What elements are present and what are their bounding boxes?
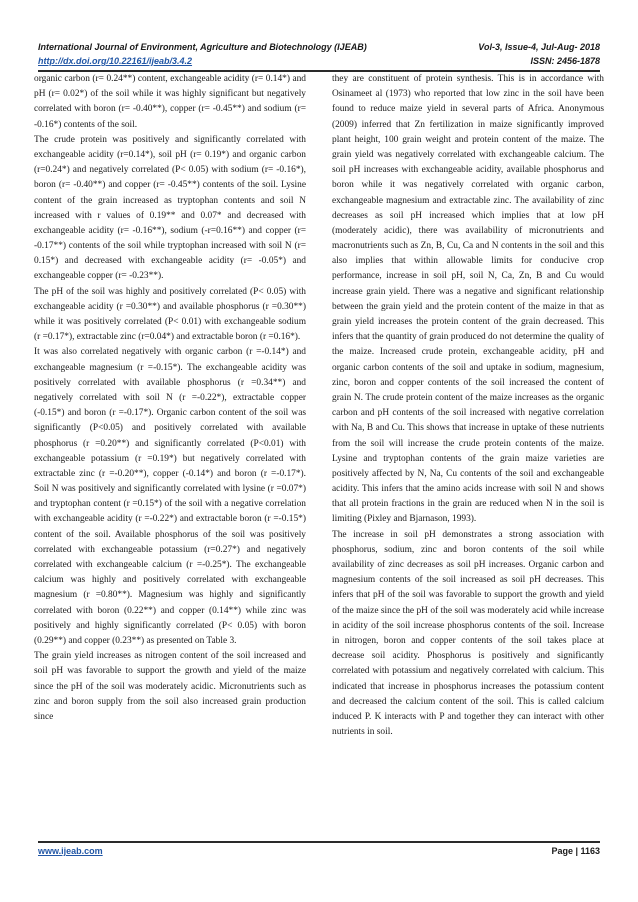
issn: ISSN: 2456-1878 [530,56,600,66]
page-number: Page | 1163 [551,846,600,856]
paragraph: The increase in soil pH demonstrates a strong association with phosphorus, sodium, zinc and boron contents of the soil while availability of zinc decreases as soil pH increases. Organic carbon and magnesium contents of the soil increased as soil pH decreases. This infers that pH of the soil was favorable to support the growth and yield of the maize since the pH of the soil was moderately acid while increase in acidity of the soil increase phosphorus contents of the soil. Increase in nitrogen, boron and copper contents of the soil takes place at decrease soil acidity. Phosphorus is positively and significantly correlated with potassium and negatively correlated with calcium. This indicated that increase in phosphorus increases the potassium content and decreased the calcium content of the soil. This is called calcium induced P. K interacts with P and together they can interact with other nutrients in soil. [332,529,604,738]
footer-rule [38,841,600,843]
volume-issue: Vol-3, Issue-4, Jul-Aug- 2018 [478,42,600,52]
right-column [332,72,604,836]
left-column [34,72,306,836]
page-footer [38,846,600,856]
page-header [38,40,600,68]
paragraph: they are constituent of protein synthesis. This is in accordance with Osinameet al (1973) who reported that low zinc in the soil have been found to reduce maize yield in several parts of Africa. Anonymous (2009) inferred that Zn fertilization in maize significantly improved plant height, 100 grain weight and protein content of the maize. The grain yield was negatively correlated with exchangeable calcium. The soil pH increases with exchangeable acidity, available phosphorus and boron while it was negatively correlated with organic carbon, exchangeable magnesium and extractable zinc. The availability of zinc decreases as soil pH increased which implies that at low pH (moderately acidic), there was availability of micronutrients and macronutrients such as Zn, B, Cu, Ca and N contents in the soil and this also implies that within allowable limits for conducive crop performance, increase in soil pH, soil N, Ca, Zn, B and Cu would increase grain yield. There was a negative and significant relationship between the grain yield and the protein content of the maize in that as grain yield increases the protein content of the grain decreased. This infers that the quantity of grain produced do not determine the quality of the maize. Increased crude protein, exchangeable acidity, pH and organic carbon contents of the soil and uptake in sodium, magnesium, zinc, boron and copper contents of the soil increased the content of grain N. The crude protein content of the maize increases as the organic carbon and pH contents of the soil increased with negative correlation with Na, B and Cu. This shows that increase in uptake of these nutrients from the soil will increase the crude protein contents of the maize. Lysine and tryptophan contents of the grain maize varieties are positively affected by N, Na, Cu contents of the soil and exchangeable acidity. This infers that the amino acids increase with soil N and shows that all protein fractions in the grain are reduced when N in the soil is limiting (Pixley and Bjarnason, 1993). [332,74,604,525]
journal-url-link[interactable]: www.ijeab.com [38,846,103,856]
doi-link[interactable]: http://dx.doi.org/10.22161/ijeab/3.4.2 [38,56,193,66]
paragraph: The pH of the soil was highly and positively correlated (P< 0.05) with exchangeable acidity (r =0.30**) and available phosphorus (r =0.30**) while it was positively correlated (P< 0.01) with exchangeable sodium (r =0.17*), extractable zinc (r=0.04*) and extractable boron (r =0.16*). [34,286,306,343]
paragraph: The crude protein was positively and significantly correlated with exchangeable acidity (r=0.14*), soil pH (r= 0.19*) and organic carbon (r=0.24*) and negatively correlated (P< 0.05) with sodium (r= -0.16*), boron (r= -0.40**) and copper (r= -0.45**) contents of the soil. Lysine content of the grain increased as tryptophan contents and soil N increased with r values of 0.19** and 0.07* and decreased with exchangeable acidity (r= -0.16**), sodium (-r=0.16**) and copper (r= -0.17**) contents of the soil while tryptophan increased with soil N (r= 0.15*) and decreased with exchangeable acidity (r= -0.05*) and exchangeable copper (r= -0.23**). [34,134,306,282]
paragraph: It was also correlated negatively with organic carbon (r =-0.14*) and exchangeable magnesium (r =-0.15*). The exchangeable acidity was positively correlated with available phosphorus (r =0.34**) and negatively correlated with soil N (r =-0.22*), extractable copper (-0.15*) and boron (r =-0.17*). Organic carbon content of the soil was significantly (P<0.05) and positively correlated with available phosphorus (r =0.20**) and significantly correlated (P<0.01) with exchangeable potassium (r =0.19*) but negatively correlated with extractable zinc (r =-0.20**), copper (-0.14*) and boron (r =-0.17*). Soil N was positively and significantly correlated with lysine (r =0.07*) and tryptophan content (r =0.15*) of the soil with a negative correlation with exchangeable acidity (r =-0.22*) and extractable boron (r =-0.15*) content of the soil. Available phosphorus of the soil was positively correlated with exchangeable potassium (r=0.27*) and negatively correlated with exchangeable calcium (r =-0.25*). The exchangeable calcium was highly and positively correlated with exchangeable magnesium (r =0.80**). Magnesium was highly and significantly correlated with boron (0.22**) and copper (0.14**) while zinc was positively and highly significantly correlated (P< 0.05) with boron (0.29**) and copper (0.23**) as presented on Table 3. [34,347,306,646]
journal-title: International Journal of Environment, Agriculture and Biotechnology (IJEAB) [38,42,367,52]
article-body [34,72,604,836]
paragraph: The grain yield increases as nitrogen content of the soil increased and soil pH was favorable to support the growth and yield of the maize since the pH of the soil was moderately acidic. Micronutrients such as zinc and boron supply from the soil also increased grain production since [34,651,306,722]
paragraph: organic carbon (r= 0.24**) content, exchangeable acidity (r= 0.14*) and pH (r= 0.02*) of the soil while it was highly significant but negatively correlated with boron (r= -0.40**), copper (r= -0.45**) and sodium (r= -0.16*) contents of the soil. [34,74,306,130]
